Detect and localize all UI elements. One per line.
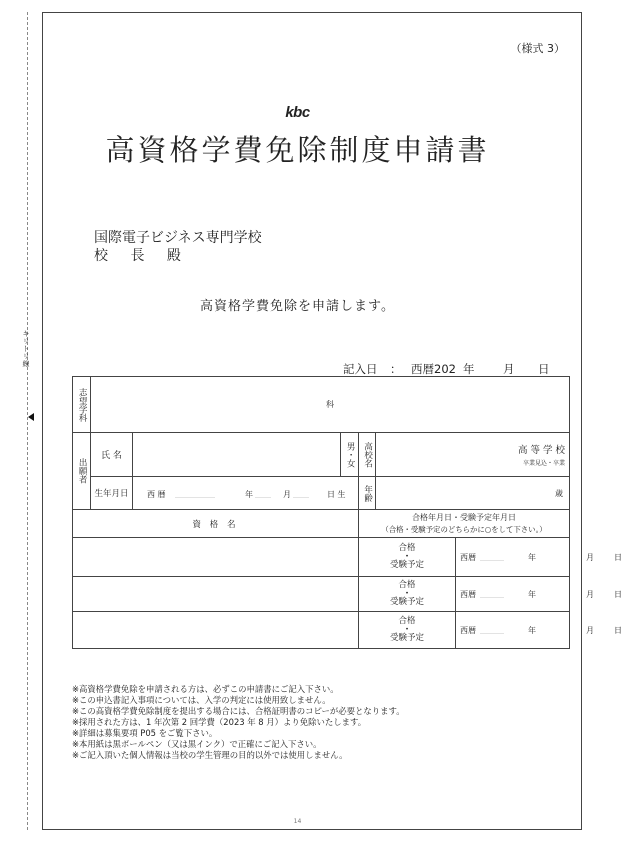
- date-month-2: 月: [586, 590, 594, 599]
- note-item: ※詳細は募集要項 P05 をご覧下さい。: [72, 728, 218, 738]
- entry-date-label: 記入日: [343, 362, 378, 376]
- application-table: [72, 376, 622, 649]
- note-item: ※採用された方は、1 年次第 2 回学費（2023 年 8 月）より免除いたします。: [72, 717, 367, 727]
- school-name-label-cell: [359, 433, 376, 477]
- qualification-field-1[interactable]: [73, 538, 359, 577]
- birth-month-blank-line: ＿＿: [255, 490, 271, 499]
- qualification-header: 資 格 名: [73, 510, 359, 538]
- pass-date-field-2[interactable]: [456, 577, 622, 612]
- date-blank-line-3: ＿＿＿: [480, 626, 504, 635]
- desired-course-label: 志望学科: [77, 387, 88, 422]
- name-field[interactable]: [133, 433, 341, 477]
- entry-date-era[interactable]: 西暦202: [411, 362, 456, 376]
- status-pass-3[interactable]: 合格: [398, 616, 416, 626]
- date-era-2: 西暦: [460, 590, 476, 599]
- applicant-label: 出願者: [77, 458, 88, 484]
- birth-era: 西 暦: [147, 490, 166, 499]
- note-item: ※本用紙は黒ボールペン（又は黒インク）で正確にご記入下さい。: [72, 739, 322, 749]
- age-label: 年齢: [362, 484, 373, 502]
- school-name-label: 高校名: [362, 441, 373, 468]
- status-cell-2[interactable]: [359, 577, 456, 612]
- birth-day-blank-line: ＿＿: [293, 490, 309, 499]
- entry-date-colon: ：: [390, 362, 402, 376]
- status-scheduled-3[interactable]: 受験予定: [389, 633, 424, 643]
- addressee-school: 国際電子ビジネス専門学校: [94, 230, 262, 246]
- birth-year-blank-line: ＿＿＿＿＿: [175, 490, 215, 499]
- birth-month: 月: [283, 490, 291, 499]
- age-suffix: 歳: [555, 488, 563, 498]
- date-day-1: 日: [614, 553, 622, 562]
- age-label-cell: [359, 477, 376, 510]
- kbc-logo: kbc: [285, 104, 310, 121]
- qualification-row-1: [73, 538, 570, 577]
- addressee-principal: 校 長 殿: [94, 248, 190, 264]
- birth-day: 日 生: [327, 490, 346, 499]
- note-item: ※ご記入頂いた個人情報は当校の学生管理の目的以外では使用しません。: [72, 750, 348, 760]
- entry-date-year[interactable]: 年: [463, 362, 475, 376]
- date-month-3: 月: [586, 626, 594, 635]
- status-separator-2: •: [405, 590, 409, 597]
- status-cell-1[interactable]: [359, 538, 456, 577]
- date-year-1: 年: [528, 553, 536, 562]
- cut-line-label: キリトリ線: [22, 330, 30, 368]
- page-number: 14: [293, 818, 302, 825]
- entry-date-month[interactable]: 月: [503, 362, 515, 376]
- gender-options[interactable]: 男・女: [345, 441, 356, 468]
- pass-date-field-1[interactable]: [456, 538, 622, 577]
- course-label-cell: [73, 377, 91, 433]
- high-school-field[interactable]: [376, 433, 570, 477]
- notes-list: [72, 684, 552, 761]
- name-label: 氏 名: [91, 433, 133, 477]
- form-number: （様式 3）: [510, 42, 565, 55]
- status-cell-3[interactable]: [359, 612, 456, 649]
- course-suffix: 科: [326, 400, 334, 409]
- status-pass-2[interactable]: 合格: [398, 580, 416, 590]
- status-separator-1: •: [405, 553, 409, 560]
- qualification-field-3[interactable]: [73, 612, 359, 649]
- note-item: ※高資格学費免除を申請される方は、必ずこの申請書にご記入下さい。: [72, 684, 339, 694]
- date-year-3: 年: [528, 626, 536, 635]
- status-scheduled-2[interactable]: 受験予定: [389, 597, 424, 607]
- birthdate-row: [73, 477, 570, 510]
- qualification-row-3: [73, 612, 570, 649]
- name-row: [73, 433, 570, 477]
- birthdate-field[interactable]: [133, 477, 359, 510]
- request-statement: 高資格学費免除を申請します。: [200, 299, 395, 314]
- date-day-2: 日: [614, 590, 622, 599]
- qualification-row-2: [73, 577, 570, 612]
- pass-date-field-3[interactable]: [456, 612, 622, 649]
- entry-date-day[interactable]: 日: [538, 362, 550, 376]
- note-item: ※この申込書記入事項については、入学の判定には使用致しません。: [72, 695, 331, 705]
- date-month-1: 月: [586, 553, 594, 562]
- date-blank-line-2: ＿＿＿: [480, 590, 504, 599]
- pass-date-header: 合格年月日・受験予定年月日: [412, 513, 516, 522]
- arrow-left-icon: [28, 413, 34, 421]
- qualification-field-2[interactable]: [73, 577, 359, 612]
- date-era-1: 西暦: [460, 553, 476, 562]
- age-field[interactable]: [376, 477, 570, 510]
- date-era-3: 西暦: [460, 626, 476, 635]
- course-row: [73, 377, 570, 433]
- pass-date-note: （合格・受験予定のどちらかに○をして下さい。）: [381, 525, 547, 534]
- date-day-3: 日: [614, 626, 622, 635]
- graduation-status[interactable]: 卒業見込・卒業: [522, 460, 565, 467]
- birthdate-label: 生年月日: [91, 477, 133, 510]
- note-item: ※この高資格学費免除制度を提出する場合には、合格証明書のコピーが必要となります。: [72, 706, 405, 716]
- birth-year: 年: [245, 490, 253, 499]
- pass-date-header-cell: [359, 510, 570, 538]
- course-field[interactable]: [91, 377, 570, 433]
- status-separator-3: •: [405, 626, 409, 633]
- status-pass-1[interactable]: 合格: [398, 543, 416, 553]
- gender-cell[interactable]: [341, 433, 359, 477]
- high-school-label: 高 等 学 校: [517, 445, 565, 456]
- qualification-header-row: [73, 510, 570, 538]
- status-scheduled-1[interactable]: 受験予定: [389, 560, 424, 570]
- applicant-label-cell: [73, 433, 91, 510]
- page-title: 高資格学費免除制度申請書: [105, 133, 490, 167]
- date-year-2: 年: [528, 590, 536, 599]
- date-blank-line-1: ＿＿＿: [480, 553, 504, 562]
